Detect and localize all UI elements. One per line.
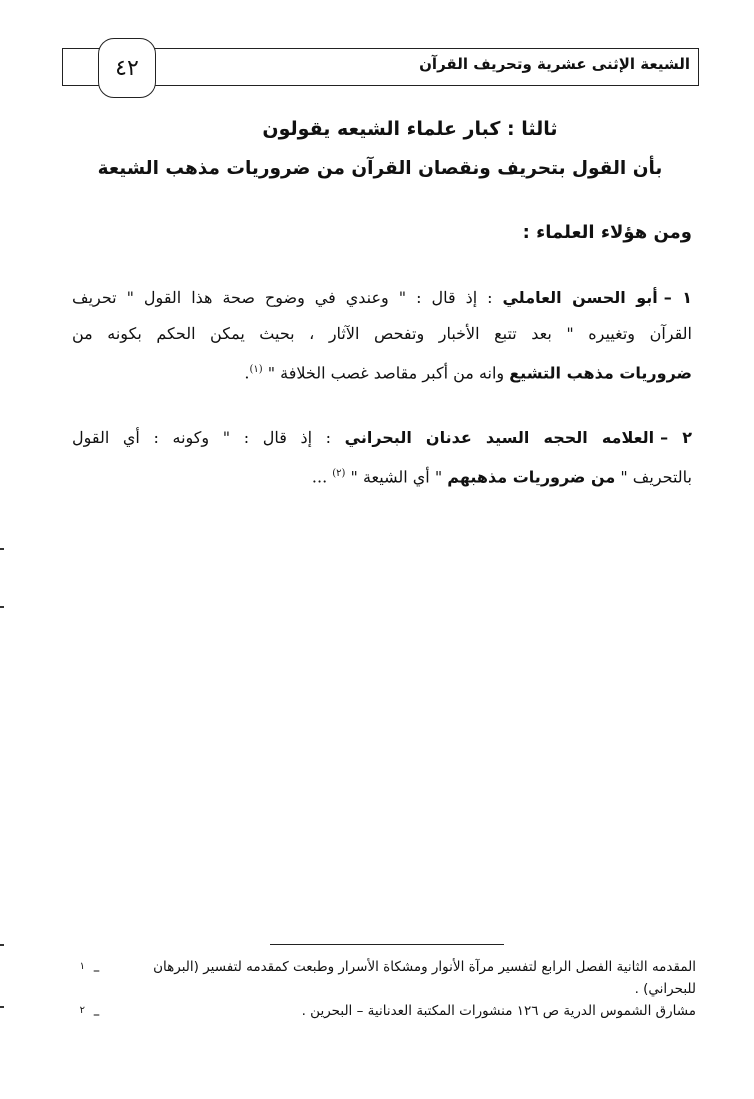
list-item	[72, 420, 692, 495]
footnote	[66, 956, 696, 1000]
emphasis-text: ضروريات مذهب التشيع	[509, 363, 692, 383]
list-item-line	[72, 280, 692, 316]
sentence-end: .	[244, 363, 250, 383]
footnote-separator	[270, 944, 504, 945]
quote-text: " أي الشيعة "	[345, 467, 448, 487]
list-item-line	[72, 352, 692, 391]
scan-speck	[0, 548, 4, 550]
running-header	[62, 48, 699, 86]
scan-speck	[0, 1006, 4, 1008]
footnote-ref: (٢)	[332, 468, 346, 479]
footnote-ref: (١)	[249, 364, 263, 375]
item-number: ١ –	[663, 288, 692, 307]
quote-text: بالتحريف "	[615, 467, 692, 487]
scan-speck	[0, 944, 4, 946]
quote-text: : إذ قال : " وعندي في وضوح صحة هذا القول " تحريف	[72, 288, 503, 307]
footnote-marker: – ١	[79, 961, 100, 979]
footnote	[66, 1000, 696, 1026]
list-item-line: القرآن وتغييره " بعد تتبع الأخبار وتفحص الآثار ، بحيث يمكن الحكم بكونه من	[72, 324, 692, 343]
scan-speck	[0, 606, 4, 608]
list-item-line	[72, 456, 692, 495]
running-header-title: الشيعة الإثنى عشرية وتحريف القرآن	[419, 55, 690, 73]
list-item-line	[72, 420, 692, 456]
page-number: ٤٢	[98, 38, 156, 98]
section-subheading: بأن القول بتحريف ونقصان القرآن من ضروريات مذهب الشيعة	[97, 158, 663, 179]
emphasis-text: من ضروريات مذهبهم	[447, 467, 616, 487]
scholar-name: العلامه الحجه السيد عدنان البحراني	[344, 428, 655, 447]
footnotes	[66, 956, 696, 1026]
footnote-text: المقدمه الثانية الفصل الرابع لتفسير مرآة الأنوار ومشكاة الأسرار وطبعت كمقدمه لتفسير (البرهان للبحراني) .	[153, 959, 696, 997]
item-number: ٢ –	[660, 428, 692, 447]
scholar-name: أبو الحسن العاملي	[502, 288, 658, 307]
sentence-end: ...	[311, 467, 333, 487]
intro-text: ومن هؤلاء العلماء :	[522, 222, 692, 243]
section-heading: ثالثا : كبار علماء الشيعه يقولون	[262, 118, 558, 140]
list-item	[72, 280, 692, 391]
quote-text: وانه من أكبر مقاصد غصب الخلافة "	[262, 363, 510, 383]
quote-text: : إذ قال : " وكونه : أي القول	[72, 428, 345, 447]
footnote-marker: – ٢	[79, 1005, 100, 1023]
footnote-text: مشارق الشموس الدرية ص ١٢٦ منشورات المكتبة العدنانية – البحرين .	[301, 1003, 696, 1019]
